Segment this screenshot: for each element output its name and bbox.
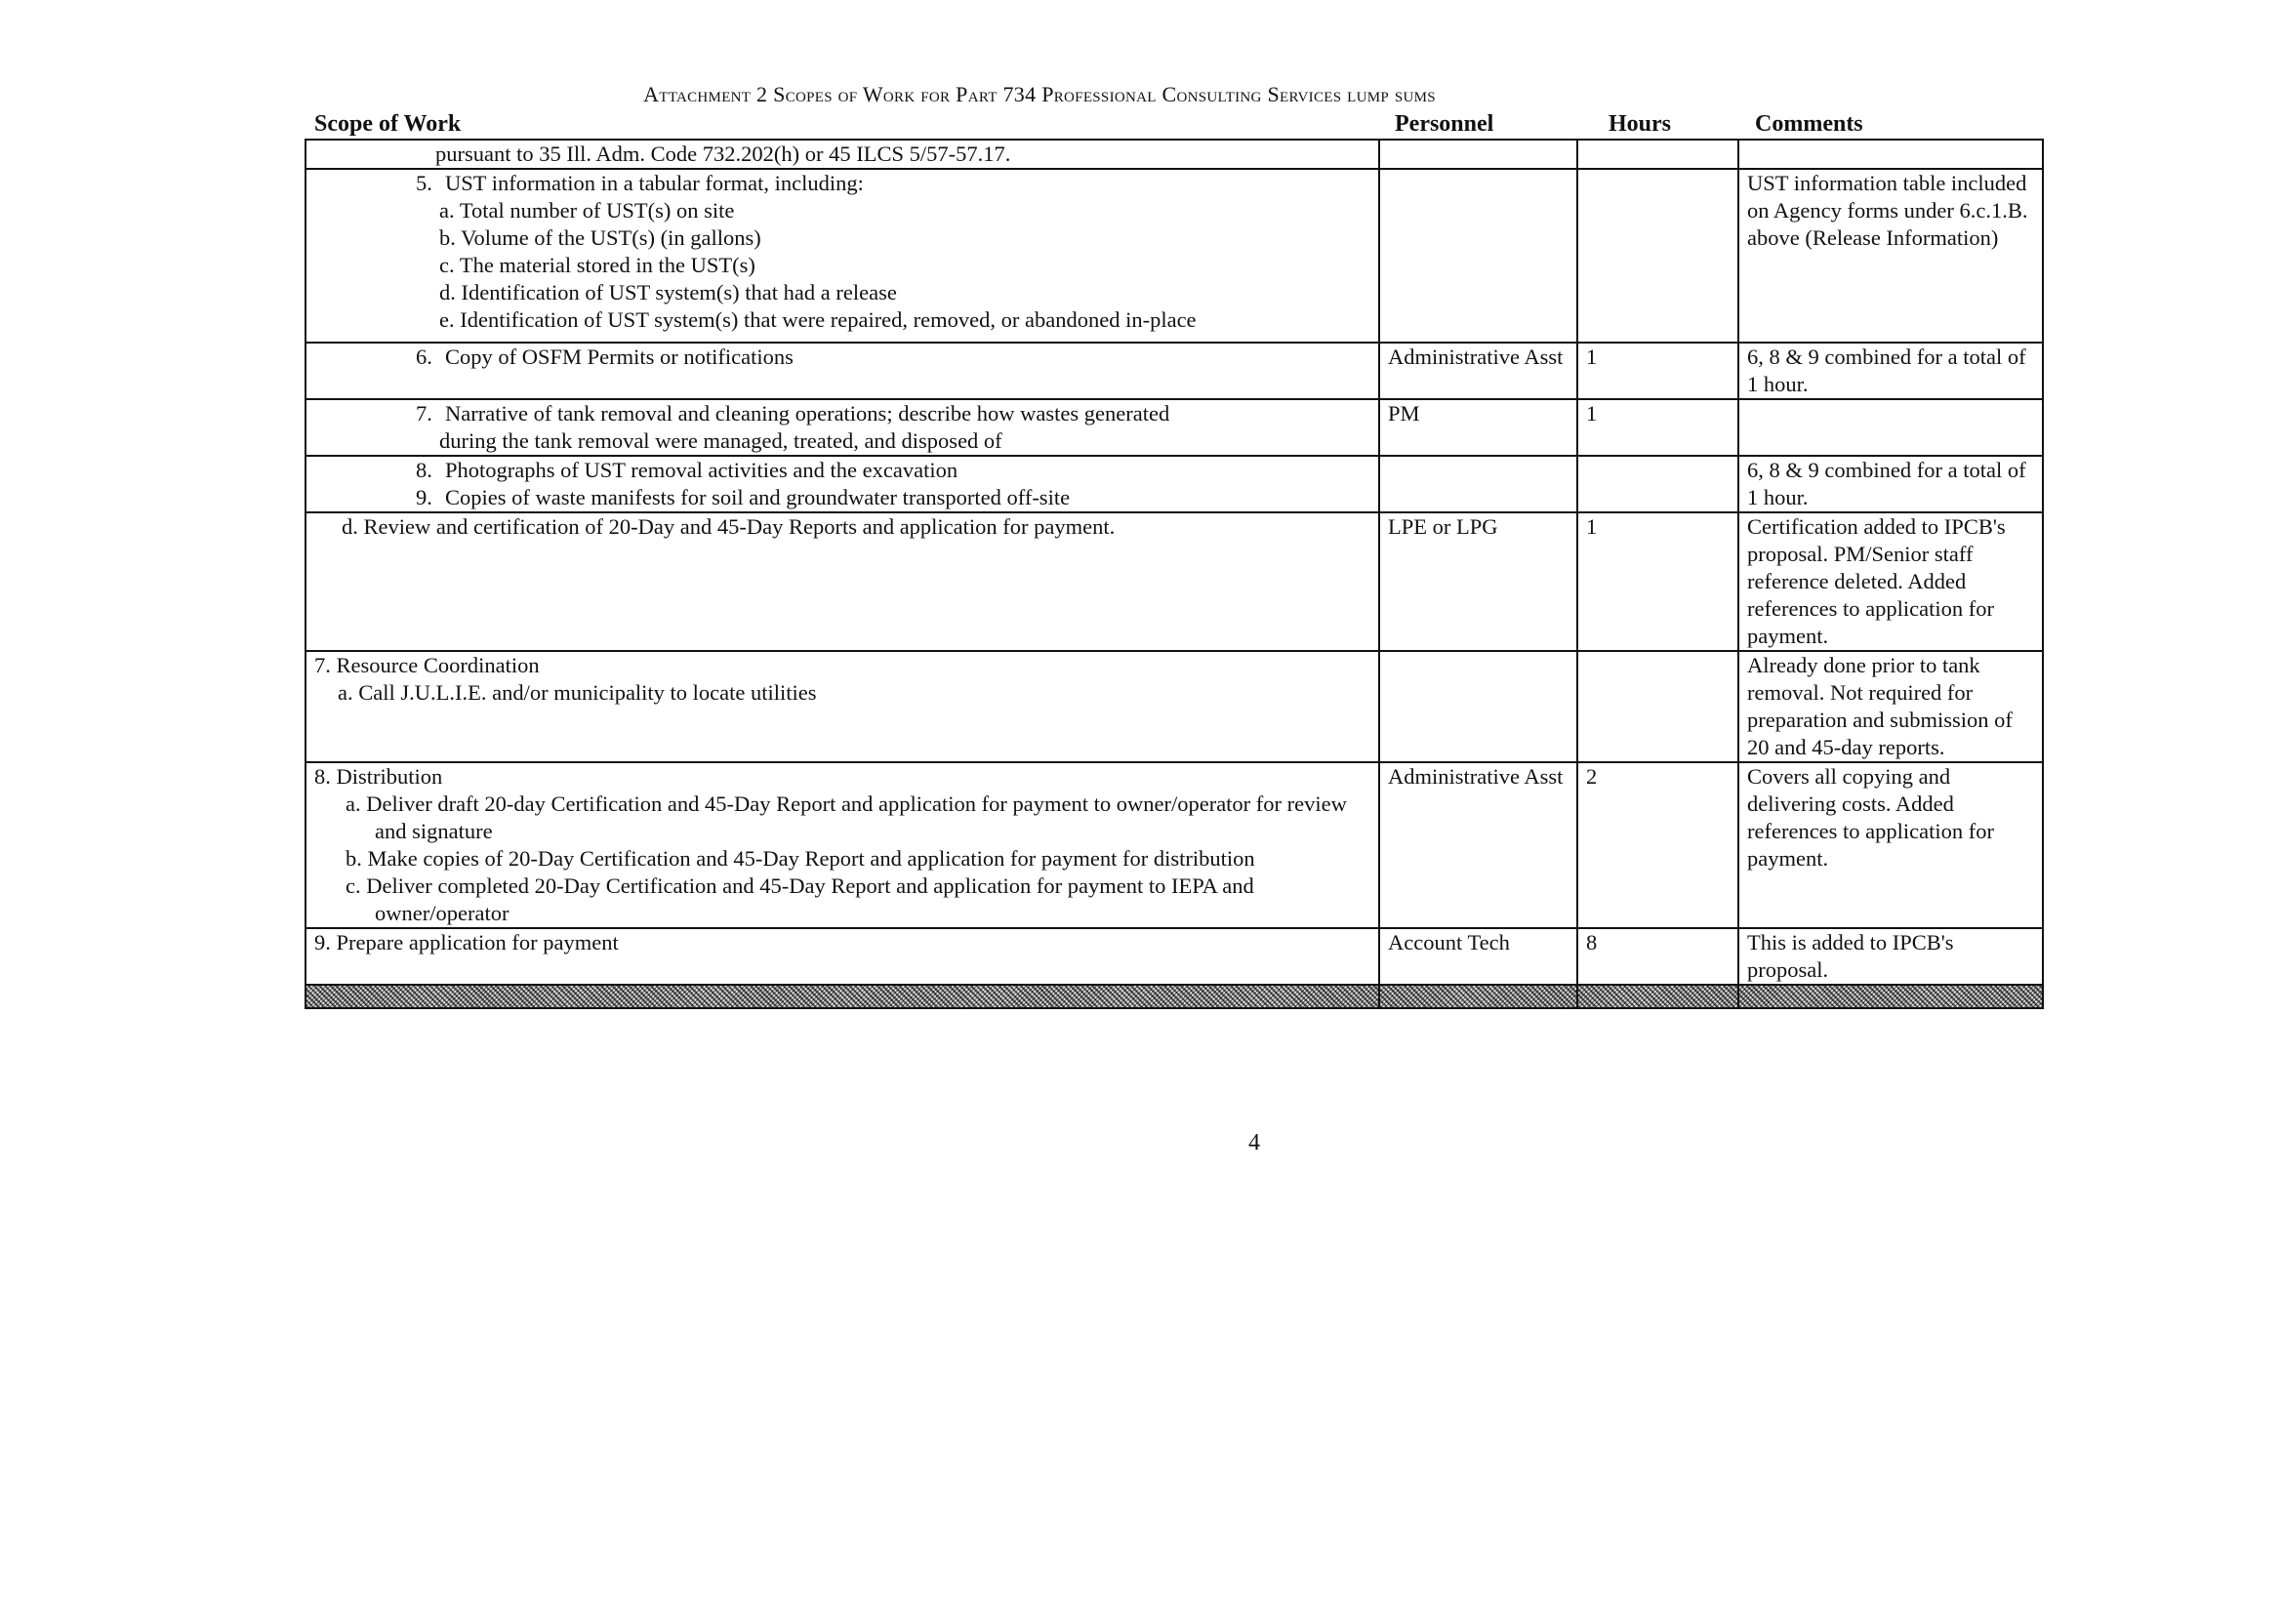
- column-header-comments: Comments: [1755, 111, 1863, 137]
- sub-item: a. Call J.U.L.I.E. and/or municipality to locate utilities: [338, 680, 817, 705]
- sub-item: d. Identification of UST system(s) that had a release: [439, 280, 897, 304]
- scope-cell: [306, 169, 1379, 343]
- table-row: [306, 762, 2043, 928]
- personnel-cell: [1379, 456, 1577, 512]
- item-number: 7.: [416, 401, 432, 426]
- shaded-cell: [1738, 985, 2043, 1008]
- scope-cell: [306, 399, 1379, 456]
- page-number: 4: [1248, 1130, 1260, 1156]
- hours-cell: [1577, 456, 1738, 512]
- shaded-footer-row: [306, 985, 2043, 1008]
- hours-cell: 2: [1577, 762, 1738, 928]
- item-number: 8.: [416, 458, 432, 482]
- personnel-cell: [1379, 140, 1577, 169]
- scope-cell: d. Review and certification of 20-Day and 45-Day Reports and application for payment.: [306, 512, 1379, 651]
- column-header-personnel: Personnel: [1395, 111, 1494, 137]
- table-row: [306, 651, 2043, 762]
- comments-cell: This is added to IPCB's proposal.: [1738, 928, 2043, 985]
- column-header-hours: Hours: [1609, 111, 1672, 137]
- comments-cell: Already done prior to tank removal. Not required for preparation and submission of 20 and 45-day reports.: [1738, 651, 2043, 762]
- personnel-cell: [1379, 169, 1577, 343]
- scope-text: Photographs of UST removal activities and the excavation: [445, 458, 958, 482]
- shaded-cell: [1577, 985, 1738, 1008]
- scope-text: Copy of OSFM Permits or notifications: [445, 345, 794, 369]
- shaded-cell: [306, 985, 1379, 1008]
- scope-cell: [306, 456, 1379, 512]
- scope-cell: [306, 140, 1379, 169]
- sub-item: c. The material stored in the UST(s): [439, 253, 755, 277]
- personnel-cell: Account Tech: [1379, 928, 1577, 985]
- table-row: [306, 343, 2043, 399]
- scope-cell: [306, 651, 1379, 762]
- item-number: 9.: [416, 485, 432, 509]
- sub-item: b. Volume of the UST(s) (in gallons): [439, 225, 761, 250]
- hours-cell: 1: [1577, 399, 1738, 456]
- comments-cell: 6, 8 & 9 combined for a total of 1 hour.: [1738, 343, 2043, 399]
- item-number: 5.: [416, 171, 432, 195]
- scope-of-work-table: [305, 139, 2044, 1009]
- scope-text: Copies of waste manifests for soil and groundwater transported off-site: [445, 485, 1071, 509]
- scope-cell: [306, 762, 1379, 928]
- table-row: [306, 512, 2043, 651]
- hours-cell: 1: [1577, 343, 1738, 399]
- hours-cell: [1577, 140, 1738, 169]
- table-row: [306, 169, 2043, 343]
- sub-item: b. Make copies of 20-Day Certification and 45-Day Report and application for payment for distribution: [346, 846, 1255, 871]
- item-number: 6.: [416, 345, 432, 369]
- table-row: [306, 140, 2043, 169]
- comments-cell: Covers all copying and delivering costs. Added references to application for payment.: [1738, 762, 2043, 928]
- comments-cell: UST information table included on Agency forms under 6.c.1.B. above (Release Information): [1738, 169, 2043, 343]
- document-title: Attachment 2 Scopes of Work for Part 734 Professional Consulting Services lump sums: [643, 82, 1436, 106]
- sub-item: a. Deliver draft 20-day Certification and 45-Day Report and application for payment to owner/operator for review and signature: [346, 792, 1347, 843]
- comments-cell: [1738, 140, 2043, 169]
- sub-item: e. Identification of UST system(s) that were repaired, removed, or abandoned in-place: [439, 307, 1197, 332]
- hours-cell: 1: [1577, 512, 1738, 651]
- table-row: [306, 928, 2043, 985]
- scope-text: Narrative of tank removal and cleaning operations; describe how wastes generated: [445, 401, 1170, 426]
- personnel-cell: LPE or LPG: [1379, 512, 1577, 651]
- scope-text: 7. Resource Coordination: [314, 653, 540, 677]
- table-row: [306, 456, 2043, 512]
- hours-cell: [1577, 169, 1738, 343]
- personnel-cell: PM: [1379, 399, 1577, 456]
- comments-cell: Certification added to IPCB's proposal. PM/Senior staff reference deleted. Added references to application for payment.: [1738, 512, 2043, 651]
- column-header-scope: Scope of Work: [314, 111, 462, 137]
- personnel-cell: Administrative Asst: [1379, 343, 1577, 399]
- comments-cell: [1738, 399, 2043, 456]
- scope-text: pursuant to 35 Ill. Adm. Code 732.202(h) or 45 ILCS 5/57-57.17.: [435, 142, 1011, 166]
- table-row: [306, 399, 2043, 456]
- hours-cell: 8: [1577, 928, 1738, 985]
- scope-cell: 9. Prepare application for payment: [306, 928, 1379, 985]
- scope-text: 8. Distribution: [314, 764, 443, 789]
- scope-cell: [306, 343, 1379, 399]
- shaded-cell: [1379, 985, 1577, 1008]
- hours-cell: [1577, 651, 1738, 762]
- comments-cell: 6, 8 & 9 combined for a total of 1 hour.: [1738, 456, 2043, 512]
- personnel-cell: [1379, 651, 1577, 762]
- list-item: [314, 170, 1370, 334]
- sub-item: a. Total number of UST(s) on site: [439, 198, 735, 223]
- personnel-cell: Administrative Asst: [1379, 762, 1577, 928]
- scope-text: UST information in a tabular format, including:: [445, 171, 864, 195]
- sub-item: c. Deliver completed 20-Day Certification and 45-Day Report and application for payment to IEPA and owner/operator: [346, 873, 1254, 925]
- scope-text-continued: during the tank removal were managed, treated, and disposed of: [439, 428, 1002, 453]
